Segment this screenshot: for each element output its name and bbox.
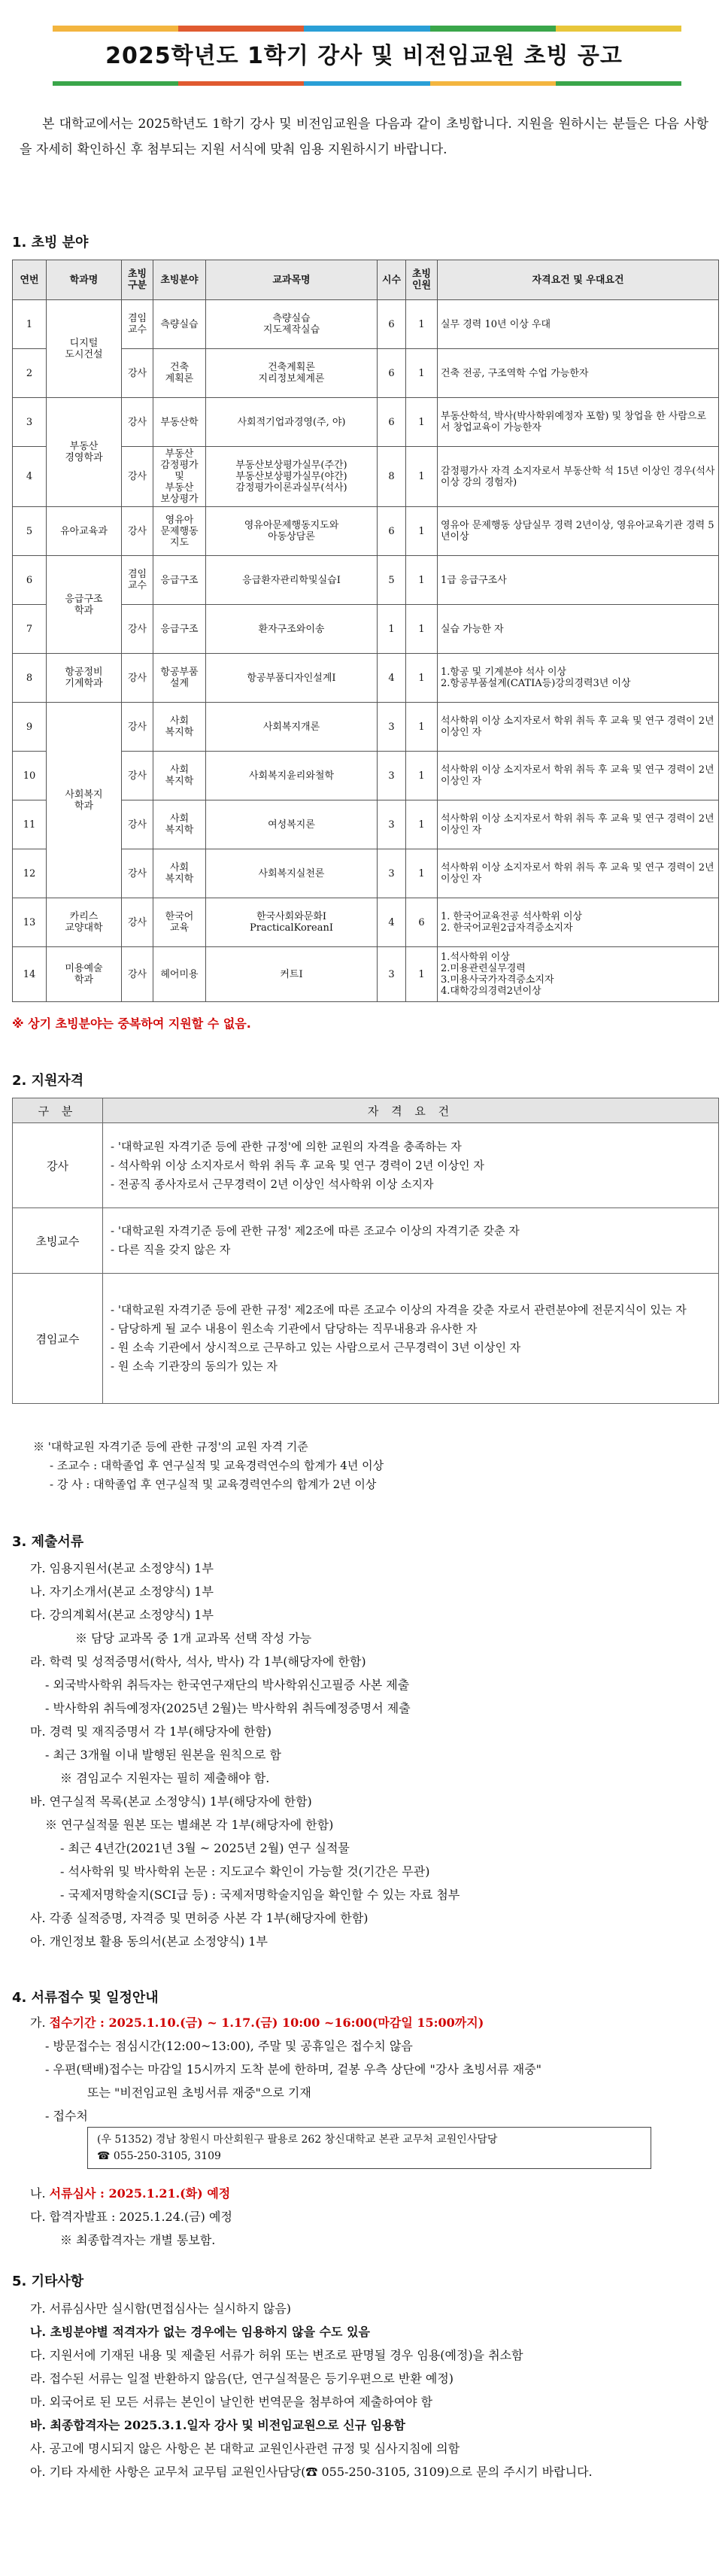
cell-req: 실무 경력 10년 이상 우대 [438, 300, 719, 349]
section-title: 4. 서류접수 및 일정안내 [12, 1990, 159, 2006]
table-row [13, 898, 719, 947]
document-item: 아. 개인정보 활용 동의서(본교 소정양식) 1부 [30, 1934, 268, 1949]
cell-no: 3 [13, 398, 47, 447]
qualification-line: - '대학교원 자격기준 등에 관한 규정'에 의한 교원의 자격을 충족하는 자 [111, 1139, 462, 1153]
cell-no: 14 [13, 947, 47, 1002]
color-stripe [178, 26, 304, 32]
table-row [13, 1123, 719, 1208]
cell-hours: 4 [378, 898, 406, 947]
cell-req: 1급 응급구조사 [438, 556, 719, 605]
cell-course: 부동산보상평가실무(주간) 부동산보상평가실무(야간) 감정평가이론과실무(석사) [206, 447, 378, 507]
note-item: 아. 기타 자세한 사항은 교무처 교무팀 교원인사담당(☎ 055-250-3105, 3109)으로 문의 주시기 바랍니다. [30, 2465, 593, 2479]
qualification-line: - 전공직 종사자로서 근무경력이 2년 이상인 석사학위 이상 소지자 [111, 1177, 434, 1191]
cell-type: 강사 [122, 398, 153, 447]
review-date: 서류심사 : 2025.1.21.(화) 예정 [49, 2186, 231, 2201]
table-header-row [13, 260, 719, 300]
header-color-bar-top [53, 26, 681, 32]
table-row [13, 1208, 719, 1274]
color-stripe [178, 81, 304, 86]
cell-req: 실습 가능한 자 [438, 605, 719, 654]
document-item: - 국제저명학술지(SCI급 등) : 국제저명학술지임을 확인할 수 있는 자료 첨부 [60, 1888, 460, 1902]
cell-type: 강사 [122, 349, 153, 398]
qualification-line: - 원 소속 기관장의 동의가 있는 자 [111, 1359, 278, 1373]
address-line: (우 51352) 경남 창원시 마산회원구 팔용로 262 창신대학교 본관 교무처 교원인사담당 [97, 2134, 498, 2146]
cell-type: 겸임 교수 [122, 300, 153, 349]
cell-no: 6 [13, 556, 47, 605]
cell-type: 강사 [122, 654, 153, 703]
table-row [13, 703, 719, 752]
schedule-item: - 접수처 [45, 2109, 88, 2123]
cell-count: 1 [406, 349, 438, 398]
col-header: 초빙 구분 [122, 260, 153, 300]
cell-type: 강사 [122, 947, 153, 1002]
cell-count: 1 [406, 398, 438, 447]
cell-course: 영유아문제행동지도와 아동상담론 [206, 507, 378, 556]
cell-dept: 응급구조 학과 [47, 556, 122, 654]
document-item: ※ 연구실적물 원본 또는 별쇄본 각 1부(해당자에 한함) [45, 1818, 334, 1832]
cell-count: 1 [406, 654, 438, 703]
cell-hours: 8 [378, 447, 406, 507]
cell-count: 1 [406, 752, 438, 800]
note-item: 라. 접수된 서류는 일절 반환하지 않음(단, 연구실적물은 등기우편으로 반환 예정) [30, 2371, 454, 2386]
color-stripe [430, 81, 556, 86]
cell-req: 1.석사학위 이상 2.미용관련실무경력 3.미용사국가자격증소지자 4.대학강의경력2년이상 [438, 947, 719, 1002]
cell-course: 사회복지개론 [206, 703, 378, 752]
cell-count: 1 [406, 800, 438, 849]
cell-course: 사회복지윤리와철학 [206, 752, 378, 800]
color-stripe [53, 81, 178, 86]
cell-hours: 3 [378, 849, 406, 898]
color-stripe [304, 26, 429, 32]
table-row [13, 507, 719, 556]
cell-field: 응급구조 [153, 605, 206, 654]
note-line: ※ '대학교원 자격기준 등에 관한 규정'의 교원 자격 기준 [33, 1440, 308, 1454]
document-item: - 최근 3개월 이내 발행된 원본을 원칙으로 함 [45, 1748, 281, 1762]
cell-course: 건축계획론 지리정보체계론 [206, 349, 378, 398]
cell-field: 측량실습 [153, 300, 206, 349]
header-color-bar-bottom [53, 81, 681, 86]
cell-type: 강사 [122, 800, 153, 849]
note-line: - 강 사 : 대학졸업 후 연구실적 및 교육경력연수의 합계가 2년 이상 [50, 1478, 377, 1491]
documents-list [30, 1557, 714, 1953]
cell-field: 사회 복지학 [153, 703, 206, 752]
cell-hours: 6 [378, 300, 406, 349]
cell-field: 영유아 문제행동 지도 [153, 507, 206, 556]
cell-course: 커트Ⅰ [206, 947, 378, 1002]
note-item: 나. 초빙분야별 적격자가 없는 경우에는 임용하지 않을 수도 있음 [30, 2325, 370, 2339]
phone-line: ☎ 055-250-3105, 3109 [97, 2150, 221, 2162]
cell-course: 한국사회와문화Ⅰ PracticalKoreanⅠ [206, 898, 378, 947]
col-header: 연번 [13, 260, 47, 300]
cell-no: 10 [13, 752, 47, 800]
schedule-item [30, 2182, 714, 2205]
cell-dept: 유아교육과 [47, 507, 122, 556]
qualification-line: - 원 소속 기관에서 상시적으로 근무하고 있는 사람으로서 근무경력이 3년 이상인 자 [111, 1341, 521, 1354]
schedule-item [30, 2011, 714, 2034]
cell-count: 1 [406, 507, 438, 556]
cell-hours: 3 [378, 752, 406, 800]
cell-field: 헤어미용 [153, 947, 206, 1002]
qualification-type: 초빙교수 [13, 1208, 103, 1274]
cell-req: 석사학위 이상 소지자로서 학위 취득 후 교육 및 연구 경력이 2년 이상인 자 [438, 849, 719, 898]
col-header: 초빙 인원 [406, 260, 438, 300]
duplicate-warning: ※ 상기 초빙분야는 중복하여 지원할 수 없음. [12, 1016, 251, 1031]
cell-hours: 1 [378, 605, 406, 654]
cell-field: 건축 계획론 [153, 349, 206, 398]
color-stripe [556, 26, 681, 32]
qualification-type: 겸임교수 [13, 1274, 103, 1404]
cell-type: 강사 [122, 898, 153, 947]
cell-field: 응급구조 [153, 556, 206, 605]
cell-dept: 디지털 도시건설 [47, 300, 122, 398]
table-row [13, 300, 719, 349]
note-item: 마. 외국어로 된 모든 서류는 본인이 날인한 번역문을 첨부하여 제출하여야 함 [30, 2395, 433, 2409]
table-row [13, 654, 719, 703]
cell-field: 한국어 교육 [153, 898, 206, 947]
note-item: 사. 공고에 명시되지 않은 사항은 본 대학교 교원인사관련 규정 및 심사지침에 의함 [30, 2441, 460, 2456]
cell-dept: 부동산 경영학과 [47, 398, 122, 507]
cell-type: 겸임 교수 [122, 556, 153, 605]
cell-field: 사회 복지학 [153, 800, 206, 849]
document-item: - 최근 4년간(2021년 3월 ~ 2025년 2월) 연구 실적물 [60, 1841, 350, 1855]
note-item: 가. 서류심사만 실시함(면접심사는 실시하지 않음) [30, 2301, 292, 2316]
cell-dept: 카리스 교양대학 [47, 898, 122, 947]
cell-type: 강사 [122, 849, 153, 898]
cell-req: 감정평가사 자격 소지자로서 부동산학 석 15년 이상인 경우(석사 이상 강의 경험자) [438, 447, 719, 507]
schedule-item: - 방문접수는 점심시간(12:00~13:00), 주말 및 공휴일은 접수치 않음 [45, 2039, 413, 2053]
document-item: 가. 임용지원서(본교 소정양식) 1부 [30, 1561, 214, 1575]
cell-course: 항공부품디자인설계Ⅰ [206, 654, 378, 703]
document-item: ※ 겸임교수 지원자는 필히 제출해야 함. [60, 1771, 270, 1785]
section-title: 5. 기타사항 [12, 2274, 84, 2289]
address-box [87, 2127, 651, 2169]
cell-count: 1 [406, 447, 438, 507]
note-item: 다. 지원서에 기재된 내용 및 제출된 서류가 허위 또는 변조로 판명될 경우 임용(예정)을 취소함 [30, 2348, 523, 2362]
schedule-list-2 [30, 2182, 714, 2252]
cell-req: 건축 전공, 구조역학 수업 가능한자 [438, 349, 719, 398]
cell-count: 6 [406, 898, 438, 947]
other-notes-list [30, 2297, 714, 2483]
cell-req: 1.항공 및 기계분야 석사 이상 2.항공부품설계(CATIA등)강의경력3년 이상 [438, 654, 719, 703]
cell-req: 석사학위 이상 소지자로서 학위 취득 후 교육 및 연구 경력이 2년 이상인 자 [438, 703, 719, 752]
cell-hours: 3 [378, 800, 406, 849]
document-item: 라. 학력 및 성적증명서(학사, 석사, 박사) 각 1부(해당자에 한함) [30, 1654, 366, 1669]
qualification-line: - 석사학위 이상 소지자로서 학위 취득 후 교육 및 연구 경력이 2년 이상인 자 [111, 1158, 484, 1172]
cell-type: 강사 [122, 752, 153, 800]
cell-no: 2 [13, 349, 47, 398]
qualification-line: - '대학교원 자격기준 등에 관한 규정' 제2조에 따른 조교수 이상의 자격을 갖춘 자로서 관련분야에 전문지식이 있는 자 [111, 1303, 687, 1317]
cell-req: 영유아 문제행동 상담실무 경력 2년이상, 영유아교육기관 경력 5년이상 [438, 507, 719, 556]
schedule-item: - 우편(택배)접수는 마감일 15시까지 도착 분에 한하며, 겉봉 우측 상단에 "강사 초빙서류 재중" [45, 2062, 542, 2076]
cell-field: 사회 복지학 [153, 849, 206, 898]
cell-hours: 6 [378, 507, 406, 556]
document-item: 바. 연구실적 목록(본교 소정양식) 1부(해당자에 한함) [30, 1794, 312, 1809]
table-row [13, 398, 719, 447]
col-header: 자 격 요 건 [103, 1098, 719, 1123]
cell-field: 항공부품 설계 [153, 654, 206, 703]
schedule-item: ※ 최종합격자는 개별 통보함. [60, 2233, 216, 2247]
cell-no: 12 [13, 849, 47, 898]
cell-hours: 3 [378, 947, 406, 1002]
cell-hours: 6 [378, 398, 406, 447]
cell-count: 1 [406, 556, 438, 605]
cell-dept: 미용예술 학과 [47, 947, 122, 1002]
cell-hours: 4 [378, 654, 406, 703]
document-item: ※ 담당 교과목 중 1개 교과목 선택 작성 가능 [75, 1631, 312, 1645]
cell-course: 환자구조와이송 [206, 605, 378, 654]
note-line: - 조교수 : 대학졸업 후 연구실적 및 교육경력연수의 합계가 4년 이상 [50, 1459, 384, 1472]
cell-type: 강사 [122, 605, 153, 654]
cell-no: 8 [13, 654, 47, 703]
cell-req: 석사학위 이상 소지자로서 학위 취득 후 교육 및 연구 경력이 2년 이상인 자 [438, 800, 719, 849]
cell-field: 사회 복지학 [153, 752, 206, 800]
cell-type: 강사 [122, 447, 153, 507]
cell-type: 강사 [122, 703, 153, 752]
qualification-notes [33, 1438, 384, 1494]
cell-field: 부동산 감정평가 및 부동산 보상평가 [153, 447, 206, 507]
intro-paragraph: 본 대학교에서는 2025학년도 1학기 강사 및 비전임교원을 다음과 같이 초빙합니다. 지원을 원하시는 분들은 다음 사항을 자세히 확인하신 후 첨부되는 지원 서식에 맞춰 임용 지원하시기 바랍니다. [20, 117, 708, 157]
note-item: 바. 최종합격자는 2025.3.1.일자 강사 및 비전임교원으로 신규 임용함 [30, 2418, 406, 2432]
cell-count: 1 [406, 947, 438, 1002]
cell-count: 1 [406, 300, 438, 349]
schedule-list [30, 2011, 714, 2128]
cell-count: 1 [406, 605, 438, 654]
col-header: 시수 [378, 260, 406, 300]
cell-req: 부동산학석, 박사(박사학위예정자 포함) 및 창업을 한 사람으로서 창업교육이 가능한자 [438, 398, 719, 447]
col-header: 교과목명 [206, 260, 378, 300]
color-stripe [304, 81, 429, 86]
cell-req: 석사학위 이상 소지자로서 학위 취득 후 교육 및 연구 경력이 2년 이상인 자 [438, 752, 719, 800]
table-row [13, 556, 719, 605]
qualification-line: - 다른 직을 갖지 않은 자 [111, 1243, 231, 1256]
cell-type: 강사 [122, 507, 153, 556]
cell-course: 측량실습 지도제작실습 [206, 300, 378, 349]
qualification-items [103, 1208, 719, 1274]
schedule-item: 또는 "비전임교원 초빙서류 재중"으로 기재 [87, 2085, 311, 2100]
table-row [13, 947, 719, 1002]
section-title: 3. 제출서류 [12, 1534, 84, 1550]
cell-hours: 3 [378, 703, 406, 752]
table-row [13, 1274, 719, 1404]
cell-req: 1. 한국어교육전공 석사학위 이상 2. 한국어교원2급자격증소지자 [438, 898, 719, 947]
cell-no: 13 [13, 898, 47, 947]
document-item: - 외국박사학위 취득자는 한국연구재단의 박사학위신고필증 사본 제출 [45, 1678, 410, 1692]
cell-course: 응급환자관리학및실습Ⅰ [206, 556, 378, 605]
qualification-line: - 담당하게 될 교수 내용이 원소속 기관에서 담당하는 직무내용과 유사한 자 [111, 1322, 478, 1335]
cell-field: 부동산학 [153, 398, 206, 447]
document-item: 나. 자기소개서(본교 소정양식) 1부 [30, 1584, 214, 1599]
cell-no: 5 [13, 507, 47, 556]
list-marker: 나. [30, 2186, 50, 2201]
document-item: 사. 각종 실적증명, 자격증 및 면허증 사본 각 1부(해당자에 한함) [30, 1911, 369, 1925]
cell-dept: 항공정비 기계학과 [47, 654, 122, 703]
col-header: 구 분 [13, 1098, 103, 1123]
document-item: 마. 경력 및 재직증명서 각 1부(해당자에 한함) [30, 1724, 272, 1739]
list-marker: 가. [30, 2016, 50, 2030]
cell-course: 사회적기업과경영(주, 야) [206, 398, 378, 447]
document-item: - 박사학위 취득예정자(2025년 2월)는 박사학위 취득예정증명서 제출 [45, 1701, 411, 1715]
qualification-items [103, 1123, 719, 1208]
qualification-table [12, 1098, 719, 1404]
cell-dept: 사회복지 학과 [47, 703, 122, 898]
positions-table [12, 260, 719, 1002]
document-item: 다. 강의계획서(본교 소정양식) 1부 [30, 1608, 214, 1622]
col-header: 자격요건 및 우대요건 [438, 260, 719, 300]
qualification-items [103, 1274, 719, 1404]
table-header-row [13, 1098, 719, 1123]
cell-no: 9 [13, 703, 47, 752]
color-stripe [430, 26, 556, 32]
section-title: 2. 지원자격 [12, 1073, 84, 1089]
schedule-item: 다. 합격자발표 : 2025.1.24.(금) 예정 [30, 2210, 232, 2224]
col-header: 초빙분야 [153, 260, 206, 300]
cell-hours: 6 [378, 349, 406, 398]
section-title: 1. 초빙 분야 [12, 235, 89, 251]
cell-no: 7 [13, 605, 47, 654]
color-stripe [53, 26, 178, 32]
qualification-line: - '대학교원 자격기준 등에 관한 규정' 제2조에 따른 조교수 이상의 자격기준 갖춘 자 [111, 1224, 520, 1238]
page-title: 2025학년도 1학기 강사 및 비전임교원 초빙 공고 [105, 43, 623, 69]
color-stripe [556, 81, 681, 86]
cell-no: 1 [13, 300, 47, 349]
cell-no: 11 [13, 800, 47, 849]
cell-course: 여성복지론 [206, 800, 378, 849]
col-header: 학과명 [47, 260, 122, 300]
cell-count: 1 [406, 703, 438, 752]
cell-hours: 5 [378, 556, 406, 605]
cell-course: 사회복지실천론 [206, 849, 378, 898]
cell-count: 1 [406, 849, 438, 898]
qualification-type: 강사 [13, 1123, 103, 1208]
application-period: 접수기간 : 2025.1.10.(금) ~ 1.17.(금) 10:00 ~16:00(마감일 15:00까지) [49, 2016, 484, 2030]
document-item: - 석사학위 및 박사학위 논문 : 지도교수 확인이 가능할 것(기간은 무관) [60, 1864, 430, 1879]
cell-no: 4 [13, 447, 47, 507]
